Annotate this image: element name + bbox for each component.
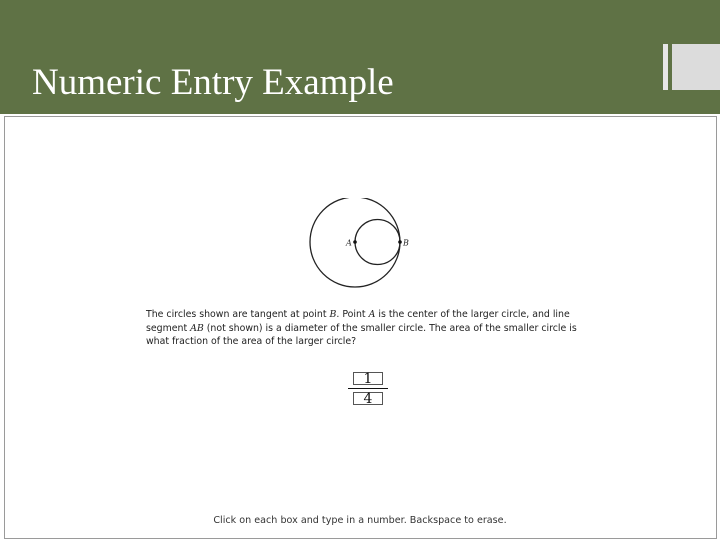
question-point-a: A	[368, 309, 376, 320]
header-decoration	[663, 44, 720, 90]
question-part-1: The circles shown are tangent at point	[146, 309, 330, 320]
slide-header	[0, 0, 720, 114]
question-text	[146, 308, 586, 349]
question-part-3: is the center of the larger circle, and line segment	[146, 309, 570, 334]
tangent-circles-figure	[300, 198, 420, 288]
point-b-dot	[398, 240, 402, 244]
point-a-label: A	[346, 238, 352, 248]
question-point-b: B	[329, 309, 337, 320]
fraction-bar	[348, 388, 388, 389]
header-decoration-block	[672, 44, 720, 90]
denominator-input[interactable]: 4	[353, 392, 383, 405]
fraction-answer-entry	[348, 370, 388, 410]
question-part-2: . Point	[336, 309, 369, 320]
header-decoration-bar	[663, 44, 668, 90]
point-a-dot	[353, 240, 357, 244]
question-segment: AB	[190, 322, 204, 334]
question-part-4: (not shown) is a diameter of the smaller circle. The area of the smaller circle is what fraction of the area of the larger circle?	[146, 322, 577, 347]
point-b-label: B	[403, 238, 409, 248]
small-circle	[355, 220, 400, 265]
numerator-input[interactable]: 1	[353, 372, 383, 385]
slide-title-line-1: Numeric Entry Example	[32, 62, 394, 103]
entry-instruction: Click on each box and type in a number. Backspace to erase.	[213, 515, 507, 526]
